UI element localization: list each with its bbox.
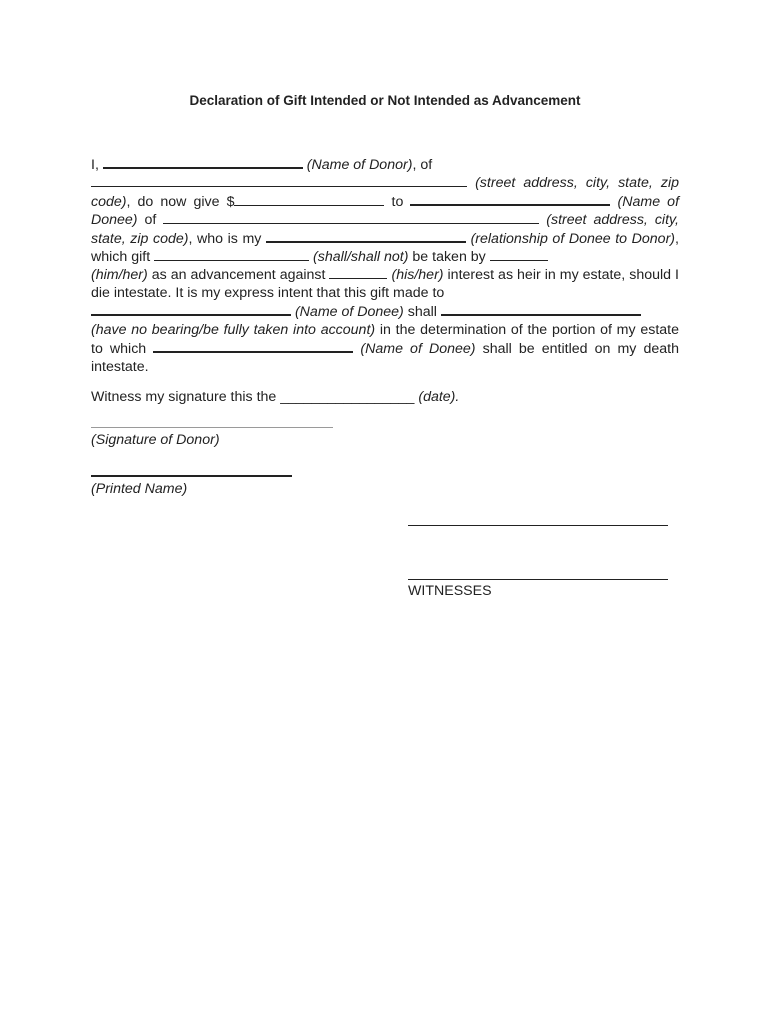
text-segment: of xyxy=(137,212,164,228)
printed-name-caption: (Printed Name) xyxy=(91,481,188,497)
text-segment: be taken by xyxy=(408,249,490,265)
witnesses-label: WITNESSES xyxy=(408,583,492,599)
printed-name-line[interactable] xyxy=(91,475,292,477)
donor-name-blank[interactable] xyxy=(103,155,303,169)
donor-address-hint: (street address, city, state, zip code) xyxy=(91,175,679,210)
donee-address-blank[interactable] xyxy=(163,211,539,224)
donee-name-blank[interactable] xyxy=(410,192,610,206)
pronoun-hint: (him/her) xyxy=(91,267,148,283)
text-segment: interest as heir in my estate, should I die intestate. It is my express intent that this gift made to xyxy=(91,267,679,301)
shall-blank[interactable] xyxy=(154,248,309,261)
text-segment: Witness my signature this the xyxy=(91,389,281,405)
donee-name-blank-2[interactable] xyxy=(91,302,291,316)
document-title: Declaration of Gift Intended or Not Intended as Advancement xyxy=(189,93,581,108)
text-segment: , which gift xyxy=(91,231,679,265)
donor-address-blank[interactable] xyxy=(91,174,467,187)
donor-signature-line[interactable] xyxy=(91,427,333,428)
date-blank[interactable]: _________________ xyxy=(280,389,415,405)
text-segment: , who is my xyxy=(188,231,266,247)
donee-name-hint-3: (Name of Donee) xyxy=(360,341,476,357)
witness-signature-line-2[interactable] xyxy=(408,579,668,580)
bearing-hint: (have no bearing/be fully taken into account) xyxy=(91,322,376,338)
text-segment: as an advancement against xyxy=(147,267,330,283)
declaration-paragraph xyxy=(91,155,679,376)
signature-caption: (Signature of Donor) xyxy=(91,432,220,448)
bearing-blank[interactable] xyxy=(441,302,641,316)
donee-name-blank-3[interactable] xyxy=(153,339,353,353)
donee-name-hint-2: (Name of Donee) xyxy=(294,304,404,320)
text-segment: shall xyxy=(403,304,441,320)
text-segment: in the determination of the portion of my estate to which xyxy=(91,322,679,357)
witness-signature-line-1[interactable] xyxy=(408,525,668,526)
possessive-hint: (his/her) xyxy=(391,267,444,283)
amount-blank[interactable] xyxy=(234,193,384,206)
relationship-hint: (relationship of Donee to Donor) xyxy=(470,231,676,247)
text-segment: , do now give $ xyxy=(126,194,235,210)
pronoun-blank[interactable] xyxy=(490,248,548,261)
donor-name-hint: (Name of Donor) xyxy=(306,157,413,173)
text-segment: shall be entitled on my death intestate. xyxy=(91,341,679,375)
text-segment: I, xyxy=(91,157,103,173)
text-segment: , of xyxy=(412,157,433,173)
text-segment: to xyxy=(384,194,411,210)
donee-name-hint: (Name of Donee) xyxy=(91,194,680,228)
possessive-blank[interactable] xyxy=(329,266,387,279)
witness-line xyxy=(91,388,679,406)
relationship-blank[interactable] xyxy=(266,229,466,243)
shall-hint: (shall/shall not) xyxy=(313,249,409,265)
donee-address-hint: (street address, city, state, zip code) xyxy=(91,212,679,247)
declaration-body xyxy=(91,155,679,406)
date-hint: (date). xyxy=(418,389,460,405)
